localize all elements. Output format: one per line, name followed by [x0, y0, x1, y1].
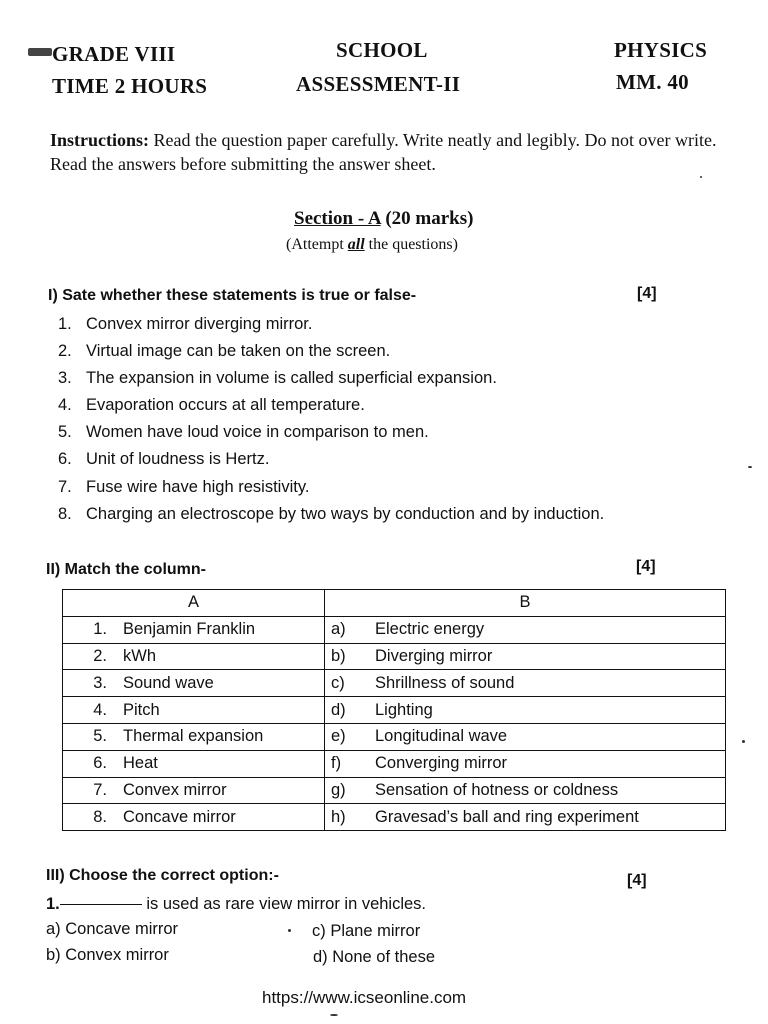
item-text: Convex mirror diverging mirror. — [86, 315, 313, 333]
item-number: 1. — [58, 315, 72, 333]
attempt-note — [286, 236, 458, 254]
column-a-header: A — [63, 590, 325, 617]
row-letter: h) — [331, 807, 346, 826]
scan-speck — [288, 929, 291, 932]
item-text: Women have loud voice in comparison to men. — [86, 423, 429, 442]
item-text: Charging an electroscope by two ways by conduction and by induction. — [86, 504, 605, 523]
item-number: 8. — [58, 504, 72, 523]
column-b-cell: Lighting — [375, 700, 433, 719]
column-b-cell: Diverging mirror — [375, 646, 493, 665]
list-item — [58, 392, 604, 419]
mcq-question-number: 1. — [46, 895, 60, 913]
column-b-cell: Converging mirror — [375, 754, 508, 773]
column-a-cell: Sound wave — [123, 673, 214, 692]
match-table — [62, 589, 726, 831]
row-letter: g) — [331, 780, 346, 799]
table-row — [63, 777, 726, 804]
subject-label: PHYSICS — [614, 38, 708, 62]
time-label: TIME 2 HOURS — [52, 74, 208, 98]
true-false-list — [58, 311, 604, 528]
row-number: 5. — [93, 727, 107, 746]
table-row — [63, 804, 726, 831]
column-a-cell: Benjamin Franklin — [123, 620, 256, 639]
option-b: b) Convex mirror — [46, 946, 169, 964]
item-number: 3. — [58, 369, 72, 388]
scan-speck — [700, 176, 702, 178]
list-item — [58, 338, 604, 365]
instructions-text: Read the question paper carefully. Write neatly and legibly. Do not over write. Read the answers before submitting the answer sheet. — [50, 130, 717, 174]
item-number: 6. — [58, 450, 72, 469]
column-a-cell: Heat — [123, 754, 158, 773]
row-letter: b) — [331, 646, 346, 665]
item-number: 4. — [58, 396, 72, 415]
scan-mark — [28, 48, 52, 56]
table-row — [63, 643, 726, 670]
item-text: Evaporation occurs at all temperature. — [86, 396, 365, 415]
row-number: 1. — [93, 620, 107, 639]
list-item — [58, 501, 604, 528]
list-item — [58, 474, 604, 501]
row-number: 7. — [93, 780, 107, 799]
row-number: 6. — [93, 754, 107, 773]
column-b-cell: Longitudinal wave — [375, 727, 508, 746]
table-row — [63, 670, 726, 697]
grade-label: GRADE VIII — [52, 42, 176, 66]
table-row — [63, 616, 726, 643]
max-marks-label: MM. 40 — [616, 70, 689, 94]
question-1-heading: I) Sate whether these statements is true or false- — [48, 287, 417, 304]
mcq-question — [46, 895, 426, 914]
question-2-heading: II) Match the column- — [46, 561, 206, 578]
column-b-cell: Electric energy — [375, 620, 485, 639]
list-item — [58, 446, 604, 473]
table-row — [63, 750, 726, 777]
assessment-label: ASSESSMENT-II — [296, 72, 461, 96]
footer-url: https://www.icseonline.com — [262, 988, 467, 1007]
column-a-cell: Convex mirror — [123, 780, 227, 799]
column-b-cell: Gravesad’s ball and ring experiment — [375, 807, 639, 826]
item-text: Unit of loudness is Hertz. — [86, 450, 270, 469]
row-number: 3. — [93, 673, 107, 692]
attempt-all: all — [347, 236, 365, 253]
item-text: Virtual image can be taken on the screen. — [86, 342, 391, 361]
row-letter: d) — [331, 700, 346, 719]
item-text: Fuse wire have high resistivity. — [86, 477, 310, 496]
column-b-cell: Shrillness of sound — [375, 673, 515, 692]
option-a: a) Concave mirror — [46, 920, 179, 938]
item-number: 2. — [58, 342, 72, 361]
row-letter: e) — [331, 727, 346, 746]
item-number: 5. — [58, 423, 72, 442]
column-b-header: B — [325, 590, 726, 617]
row-number: 2. — [93, 646, 107, 665]
row-number: 4. — [93, 700, 107, 719]
column-a-cell: Pitch — [123, 700, 160, 719]
column-a-cell: kWh — [123, 646, 156, 665]
school-label: SCHOOL — [336, 38, 428, 62]
option-d: d) None of these — [313, 948, 435, 966]
column-b-cell: Sensation of hotness or coldness — [375, 780, 619, 799]
column-a-cell: Concave mirror — [123, 807, 236, 826]
section-marks: (20 marks) — [385, 208, 474, 229]
question-1-marks: [4] — [637, 285, 657, 302]
row-letter: c) — [331, 673, 345, 692]
item-text: The expansion in volume is called superficial expansion. — [86, 369, 497, 388]
item-number: 7. — [58, 477, 72, 496]
section-title — [294, 208, 473, 230]
question-3-marks: [4] — [627, 872, 647, 889]
scan-speck — [330, 1014, 338, 1016]
section-name: Section - A — [294, 208, 381, 229]
scan-speck — [748, 466, 752, 468]
table-header-row — [63, 590, 726, 617]
instructions-block — [50, 128, 730, 176]
attempt-post: the questions) — [364, 236, 458, 253]
row-letter: a) — [331, 620, 346, 639]
question-2-marks: [4] — [636, 558, 656, 575]
option-c: c) Plane mirror — [312, 922, 421, 940]
question-3-heading: III) Choose the correct option:- — [46, 867, 279, 884]
list-item — [58, 311, 604, 338]
answer-blank — [60, 904, 142, 905]
scan-speck — [742, 740, 745, 743]
table-row — [63, 723, 726, 750]
list-item — [58, 365, 604, 392]
list-item — [58, 419, 604, 446]
row-number: 8. — [93, 807, 107, 826]
instructions-label: Instructions: — [50, 130, 150, 150]
column-a-cell: Thermal expansion — [123, 727, 264, 746]
row-letter: f) — [331, 754, 342, 773]
table-row — [63, 697, 726, 724]
attempt-pre: (Attempt — [286, 236, 348, 253]
mcq-question-text: is used as rare view mirror in vehicles. — [141, 895, 427, 913]
